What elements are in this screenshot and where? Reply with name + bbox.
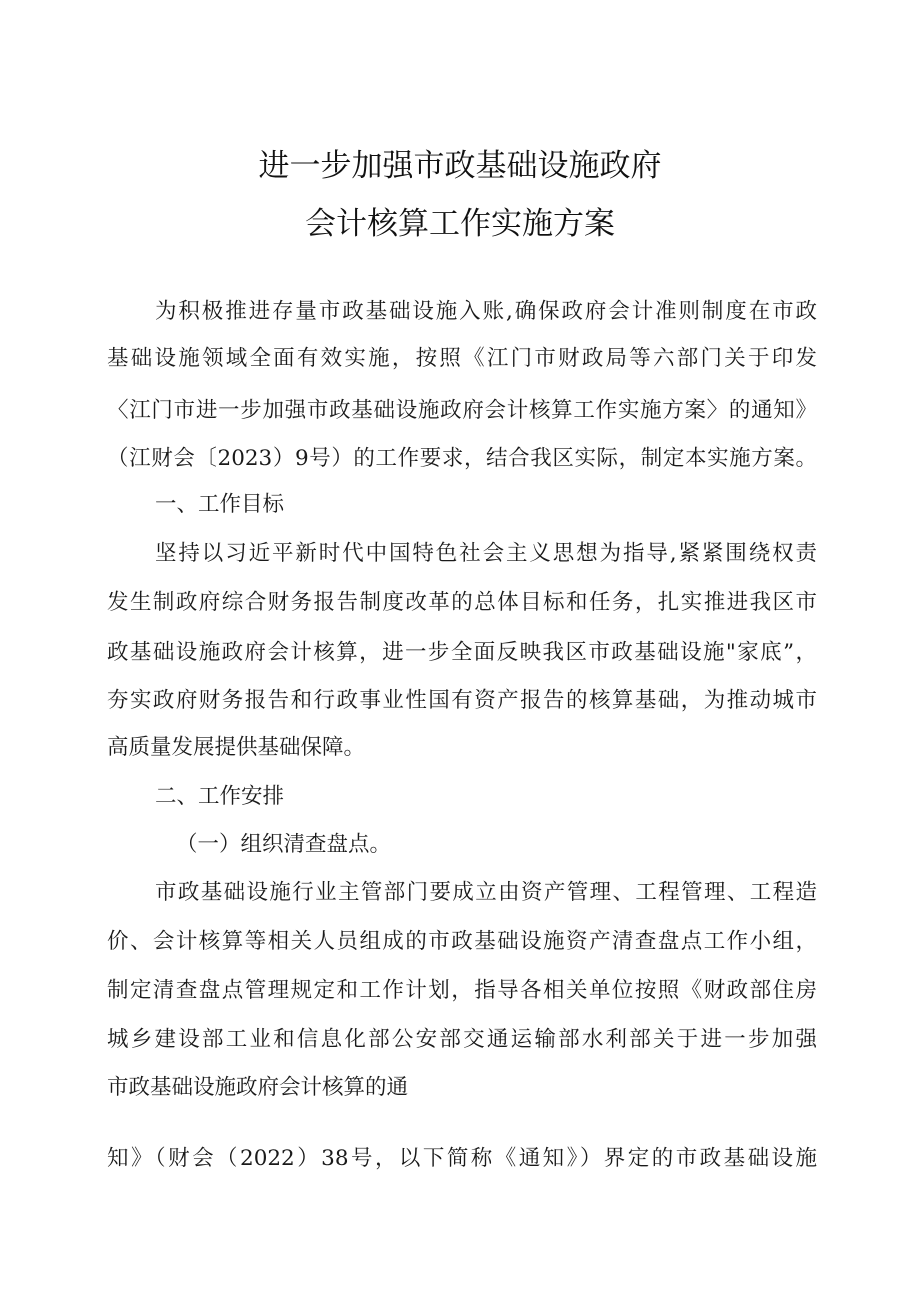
section-heading-goals: 一、工作目标 <box>155 492 285 517</box>
goals-line: 政基础设施政府会计核算，进一步全面反映我区市政基础设施"家底”， <box>107 640 817 665</box>
intro-line: （江财会〔2023）9号）的工作要求，结合我区实际，制定本实施方案。 <box>107 446 817 471</box>
document-title-line-2: 会计核算工作实施方案 <box>305 206 615 242</box>
goals-line: 夯实政府财务报告和行政事业性国有资产报告的核算基础，为推动城市 <box>107 688 817 713</box>
inventory-line: 制定清查盘点管理规定和工作计划，指导各相关单位按照《财政部住房 <box>107 978 817 1003</box>
inventory-line: 市政基础设施政府会计核算的通 <box>107 1075 409 1100</box>
inventory-line: 价、会计核算等相关人员组成的市政基础设施资产清查盘点工作小组， <box>107 929 817 954</box>
continuation-line: 知》（财会（2022）38号，以下简称《通知》）界定的市政基础设施 <box>107 1146 817 1171</box>
inventory-line: 市政基础设施行业主管部门要成立由资产管理、工程管理、工程造 <box>155 880 817 905</box>
intro-line: 为积极推进存量市政基础设施入账,确保政府会计准则制度在市政 <box>155 299 817 324</box>
document-title-line-1: 进一步加强市政基础设施政府 <box>258 148 662 184</box>
goals-line: 坚持以习近平新时代中国特色社会主义思想为指导,紧紧围绕权责 <box>155 541 817 566</box>
intro-line: 〈江门市进一步加强市政基础设施政府会计核算工作实施方案〉的通知》 <box>107 398 817 423</box>
intro-line: 基础设施领域全面有效实施，按照《江门市财政局等六部门关于印发 <box>107 346 817 371</box>
section-heading-arrangements: 二、工作安排 <box>155 784 285 809</box>
goals-line: 高质量发展提供基础保障。 <box>107 735 366 760</box>
subsection-heading-inventory: （一）组织清查盘点。 <box>176 832 392 857</box>
goals-line: 发生制政府综合财务报告制度改革的总体目标和任务，扎实推进我区市 <box>107 590 817 615</box>
inventory-line: 城乡建设部工业和信息化部公安部交通运输部水利部关于进一步加强 <box>107 1027 817 1052</box>
